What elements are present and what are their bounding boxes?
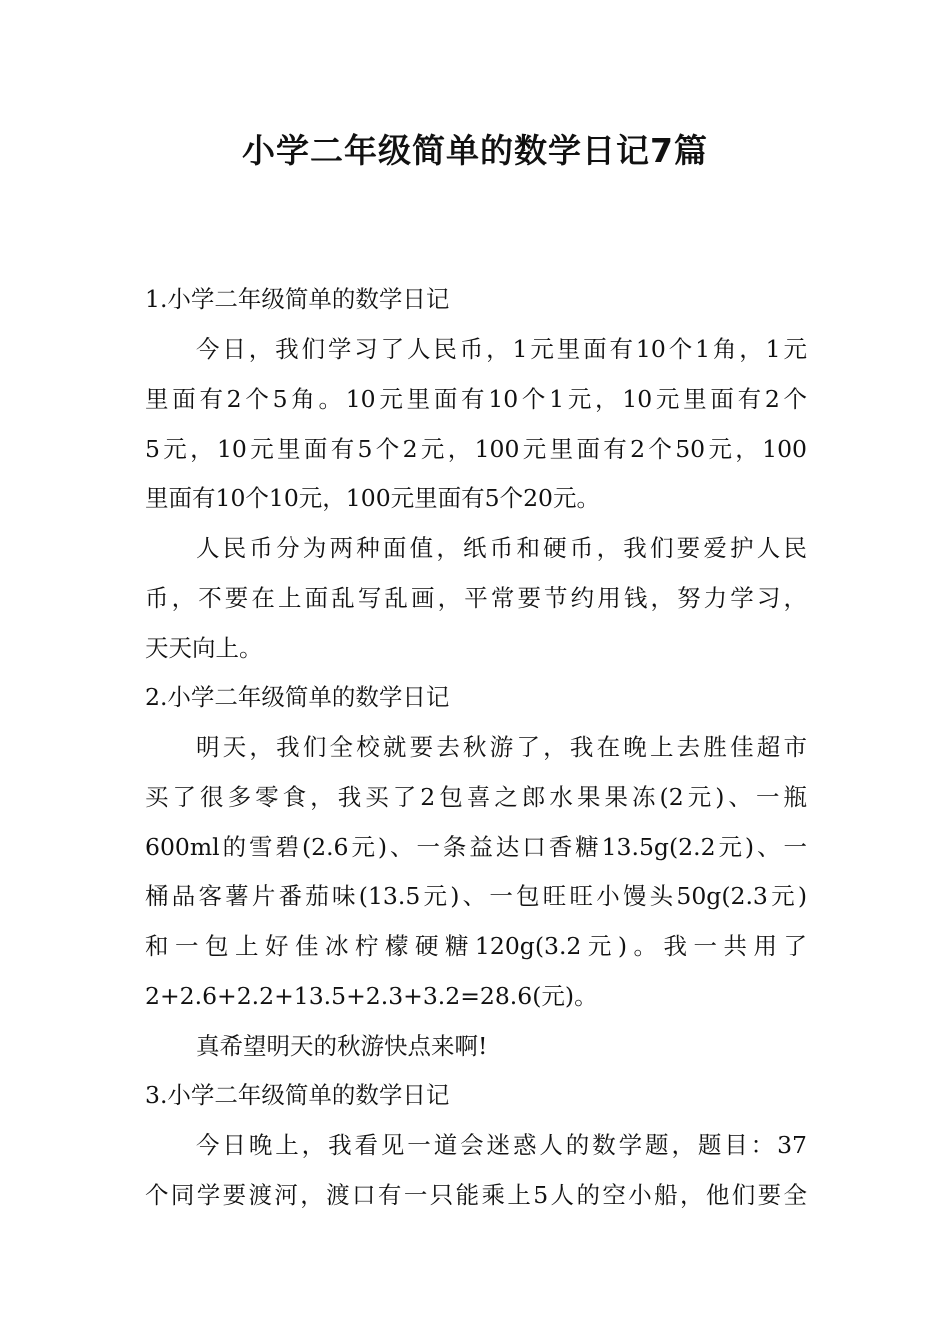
paragraph-line: 今日，我们学习了人民币，1元里面有10个1角，1元 bbox=[196, 335, 807, 363]
section-heading-3: 3.小学二年级简单的数学日记 bbox=[145, 1081, 450, 1109]
paragraph-line: 明天，我们全校就要去秋游了，我在晚上去胜佳超市 bbox=[196, 733, 807, 761]
paragraph-line: 里面有10个10元，100元里面有5个20元。 bbox=[145, 484, 601, 512]
paragraph-line: 个同学要渡河，渡口有一只能乘上5人的空小船，他们要全 bbox=[145, 1181, 807, 1209]
paragraph-line: 5元，10元里面有5个2元，100元里面有2个50元，100 bbox=[145, 435, 807, 463]
paragraph-line: 600ml的雪碧(2.6元)、一条益达口香糖13.5g(2.2元)、一 bbox=[145, 833, 807, 861]
paragraph-line: 桶品客薯片番茄味(13.5元)、一包旺旺小馒头50g(2.3元) bbox=[145, 882, 807, 910]
paragraph-line: 真希望明天的秋游快点来啊! bbox=[196, 1032, 488, 1060]
paragraph-line: 天天向上。 bbox=[145, 634, 263, 662]
paragraph-line: 买了很多零食，我买了2包喜之郎水果果冻(2元)、一瓶 bbox=[145, 783, 807, 811]
paragraph-line: 2+2.6+2.2+13.5+2.3+3.2=28.6(元)。 bbox=[145, 982, 598, 1010]
paragraph-line: 币，不要在上面乱写乱画，平常要节约用钱，努力学习， bbox=[145, 584, 807, 612]
section-heading-2: 2.小学二年级简单的数学日记 bbox=[145, 683, 450, 711]
paragraph-line: 人民币分为两种面值，纸币和硬币，我们要爱护人民 bbox=[196, 534, 807, 562]
paragraph-line: 里面有2个5角。10元里面有10个1元，10元里面有2个 bbox=[145, 385, 807, 413]
paragraph-line: 和一包上好佳冰柠檬硬糖120g(3.2元)。我一共用了 bbox=[145, 932, 807, 960]
section-heading-1: 1.小学二年级简单的数学日记 bbox=[145, 285, 450, 313]
document-title: 小学二年级简单的数学日记7篇 bbox=[242, 131, 708, 170]
paragraph-line: 今日晚上，我看见一道会迷惑人的数学题，题目：37 bbox=[196, 1131, 807, 1159]
